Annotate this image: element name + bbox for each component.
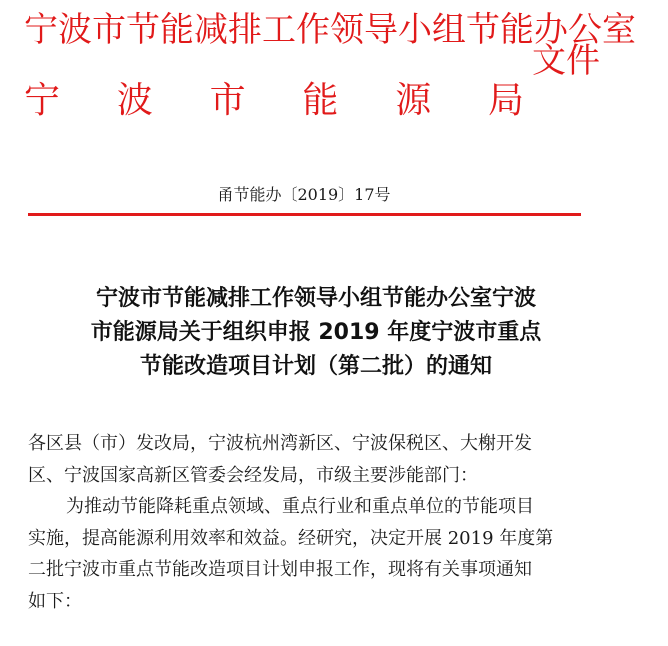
paragraph-line: 为推动节能降耗重点领域、重点行业和重点单位的节能项目 bbox=[66, 496, 534, 517]
document-type-label: 文件 bbox=[532, 41, 600, 81]
issuer-2-char: 市 bbox=[209, 80, 246, 121]
recipients-line: 各区县（市）发改局，宁波杭州湾新区、宁波保税区、大榭开发 bbox=[28, 433, 532, 454]
paragraph-line: 二批宁波市重点节能改造项目计划申报工作，现将有关事项通知 bbox=[28, 559, 532, 580]
paragraph-line: 如下： bbox=[28, 590, 82, 612]
issuer-2-char: 能 bbox=[302, 80, 339, 121]
issuer-2-char: 源 bbox=[395, 80, 432, 121]
document-number: 甬节能办〔2019〕17号 bbox=[217, 185, 391, 204]
issuer-2-char: 宁 bbox=[24, 80, 61, 121]
paragraph-line: 实施，提高能源利用效率和效益。经研究，决定开展 2019 年度第 bbox=[28, 527, 554, 549]
document-body bbox=[28, 428, 628, 617]
title-line: 节能改造项目计划（第二批）的通知 bbox=[139, 354, 492, 379]
title-line: 宁波市节能减排工作领导小组节能办公室宁波 bbox=[95, 286, 536, 311]
issuer-name-2 bbox=[24, 78, 524, 124]
issuer-name-1: 宁波市节能减排工作领导小组节能办公室 bbox=[24, 10, 636, 50]
issuer-2-char: 局 bbox=[487, 80, 524, 121]
title-line: 市能源局关于组织申报 2019 年度宁波市重点 bbox=[90, 320, 542, 345]
document-title bbox=[16, 282, 616, 384]
issuer-2-char: 波 bbox=[116, 80, 153, 121]
header-divider bbox=[28, 213, 581, 216]
recipients-line: 区、宁波国家高新区管委会经发局，市级主要涉能部门： bbox=[28, 464, 478, 486]
recipients bbox=[28, 428, 628, 491]
body-paragraph bbox=[28, 491, 628, 617]
